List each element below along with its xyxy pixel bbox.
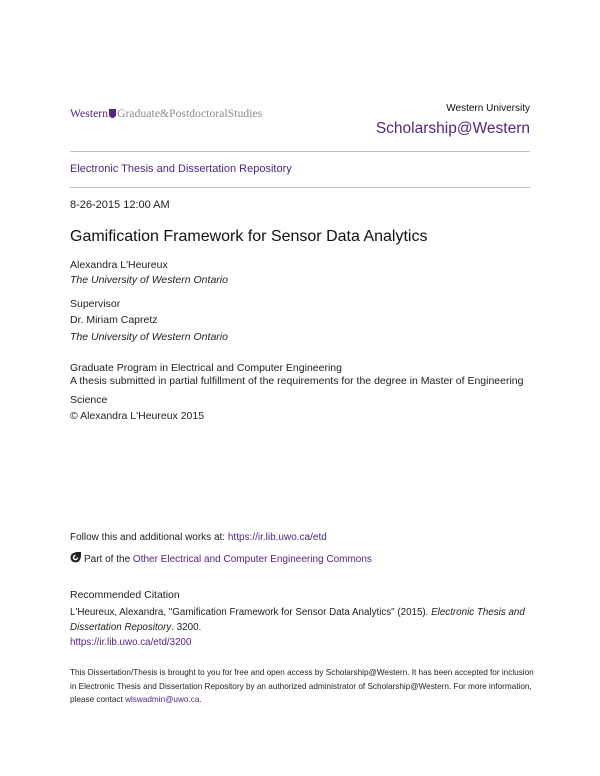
citation-link[interactable]: https://ir.lib.uwo.ca/etd/3200 [70, 637, 192, 648]
supervisor-label: Supervisor [70, 298, 121, 310]
commons-link[interactable]: Other Electrical and Computer Engineering Commons [132, 554, 372, 565]
supervisor-name: Dr. Miriam Capretz [70, 314, 158, 326]
citation-text [70, 605, 530, 650]
scholarship-logo[interactable]: Scholarship@Western [375, 120, 530, 137]
thesis-title: Gamification Framework for Sensor Data Analytics [70, 228, 428, 245]
contact-email-link[interactable]: wlswadmin@uwo.ca [125, 695, 200, 704]
crest-icon [109, 109, 116, 118]
access-statement [70, 666, 540, 707]
thesis-note: A thesis submitted in partial fulfillment of the requirements for the degree in Master of Engineering Science [70, 375, 524, 406]
commons-icon [70, 552, 81, 563]
program-name: Graduate Program in Electrical and Computer Engineering [70, 362, 342, 374]
repository-link[interactable]: Electronic Thesis and Dissertation Repository [70, 163, 292, 175]
citation-journal: Electronic Thesis and Dissertation Repository [70, 607, 525, 633]
copyright: © Alexandra L'Heureux 2015 [70, 410, 205, 422]
logo-western-text: Western [70, 108, 109, 120]
author-affiliation: The University of Western Ontario [70, 274, 228, 286]
citation-body: L'Heureux, Alexandra, "Gamification Framework for Sensor Data Analytics" (2015). [70, 607, 432, 618]
divider [70, 187, 530, 188]
follow-line [70, 532, 327, 543]
university-name: Western University [446, 103, 530, 114]
citation-heading: Recommended Citation [70, 589, 180, 601]
access-end: . [199, 695, 202, 704]
part-of-line [70, 552, 372, 565]
logo-gps-text: Graduate&PostdoctoralStudies [117, 108, 263, 120]
follow-link[interactable]: https://ir.lib.uwo.ca/etd [227, 532, 327, 543]
supervisor-affiliation: The University of Western Ontario [70, 331, 228, 343]
follow-text: Follow this and additional works at: [70, 532, 228, 543]
western-gps-logo [70, 108, 262, 120]
part-of-text: Part of the [84, 554, 133, 565]
access-text: This Dissertation/Thesis is brought to you for free and open access by Scholarship@Western. It has been accepted for inclusion in Electronic Thesis and Dissertation Repository by an authorized administrator of Scholarship@Western. For more information, please contact [70, 668, 534, 704]
citation-number: . 3200. [171, 622, 202, 633]
author-name: Alexandra L'Heureux [70, 259, 168, 271]
divider [70, 151, 530, 152]
publication-date: 8-26-2015 12:00 AM [70, 199, 170, 211]
